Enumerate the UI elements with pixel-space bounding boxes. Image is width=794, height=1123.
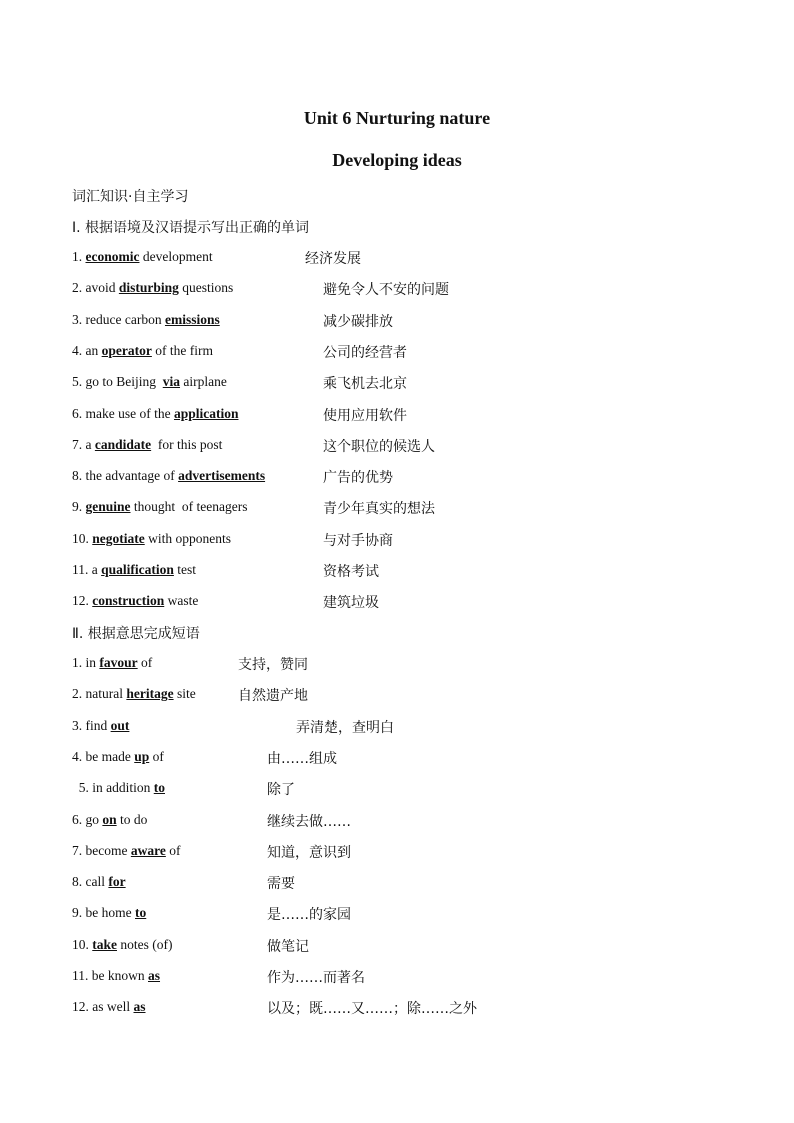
answer-word: economic	[85, 249, 140, 264]
chinese-meaning: 资格考试	[323, 564, 379, 580]
item-suffix: with opponents	[144, 530, 231, 546]
chinese-meaning: 知道，意识到	[267, 844, 351, 861]
part1-item-12	[72, 593, 198, 609]
part1-item-10	[72, 531, 231, 547]
part1-item-9	[72, 499, 247, 515]
page-subtitle: Developing ideas	[332, 150, 462, 170]
part1-heading: Ⅰ. 根据语境及汉语提示写出正确的单词	[72, 220, 310, 236]
answer-word: as	[148, 968, 161, 983]
chinese-meaning: 需要	[267, 876, 295, 893]
part2-item-8	[72, 874, 126, 890]
chinese-meaning: 弄清楚，查明白	[296, 719, 394, 736]
part2-item-6	[72, 812, 147, 828]
section-label: 词汇知识·自主学习	[72, 189, 189, 205]
chinese-meaning: 除了	[267, 782, 295, 799]
item-suffix: notes (of)	[117, 936, 173, 952]
chinese-meaning: 建筑垃圾	[323, 595, 379, 612]
answer-word: negotiate	[92, 530, 145, 546]
part1-item-6	[72, 406, 238, 422]
part1-item-4	[72, 343, 213, 359]
answer-word: advertisements	[178, 468, 266, 484]
part1-item-11	[72, 562, 196, 578]
part1-item-1	[72, 249, 213, 265]
chinese-meaning: 乘飞机去北京	[323, 376, 407, 393]
part2-item-5	[72, 780, 165, 796]
answer-word: candidate	[94, 436, 152, 452]
part2-item-4	[72, 749, 164, 765]
answer-word: qualification	[101, 562, 174, 577]
chinese-meaning: 使用应用软件	[323, 407, 407, 424]
item-suffix: test	[173, 562, 197, 577]
item-suffix: of the firm	[151, 342, 213, 358]
item-prefix: 6. make use of the	[72, 405, 174, 421]
chinese-meaning: 减少碳排放	[323, 313, 393, 330]
part2-item-2	[72, 686, 196, 702]
part1-item-8	[72, 468, 265, 484]
part1-item-3	[72, 312, 220, 328]
part1-item-7	[72, 437, 222, 453]
item-prefix: 11. a	[72, 562, 102, 577]
item-suffix: for this post	[151, 436, 223, 452]
answer-word: on	[102, 811, 117, 827]
chinese-meaning: 经济发展	[305, 251, 361, 267]
item-prefix: 4. be made	[72, 748, 135, 764]
answer-word: as	[133, 999, 146, 1015]
part2-heading: Ⅱ. 根据意思完成短语	[72, 626, 200, 642]
item-suffix: to do	[116, 811, 148, 827]
chinese-meaning: 这个职位的候选人	[323, 438, 435, 455]
item-prefix: 2. avoid	[72, 280, 119, 296]
answer-word: for	[108, 874, 126, 890]
chinese-meaning: 做笔记	[267, 938, 309, 955]
answer-word: to	[153, 780, 165, 796]
item-suffix: waste	[164, 593, 199, 609]
chinese-meaning: 继续去做……	[267, 813, 351, 830]
item-prefix: 1.	[72, 249, 86, 264]
answer-word: construction	[92, 593, 165, 609]
item-suffix: site	[173, 686, 196, 702]
item-suffix: of	[137, 655, 153, 670]
part2-item-3	[72, 718, 129, 734]
answer-word: emissions	[164, 311, 220, 327]
item-prefix: 9. be home	[72, 905, 135, 921]
item-suffix: thought of teenagers	[130, 499, 248, 515]
item-prefix: 8. call	[72, 874, 109, 890]
part2-item-10	[72, 937, 172, 953]
chinese-meaning: 广告的优势	[323, 470, 393, 487]
answer-word: out	[110, 717, 130, 733]
part2-item-9	[72, 905, 146, 921]
item-prefix: 7. a	[72, 436, 95, 452]
item-prefix: 8. the advantage of	[72, 468, 179, 484]
item-prefix: 5. go to Beijing	[72, 374, 163, 390]
part2-item-11	[72, 968, 160, 984]
item-prefix: 9.	[72, 499, 86, 515]
item-prefix: 7. become	[72, 842, 131, 858]
answer-word: take	[92, 936, 117, 952]
answer-word: aware	[130, 842, 166, 858]
item-suffix: of	[149, 748, 164, 764]
item-prefix: 4. an	[72, 342, 102, 358]
item-prefix: 12.	[72, 593, 93, 609]
answer-word: up	[134, 748, 150, 764]
chinese-meaning: 青少年真实的想法	[323, 501, 435, 518]
chinese-meaning: 自然遗产地	[238, 688, 308, 705]
answer-word: to	[135, 905, 147, 921]
part2-item-7	[72, 843, 180, 859]
part1-item-2	[72, 280, 233, 296]
chinese-meaning: 作为……而著名	[267, 970, 365, 986]
answer-word: favour	[99, 655, 138, 670]
item-prefix: 5. in addition	[72, 780, 154, 796]
chinese-meaning: 与对手协商	[323, 532, 393, 549]
item-suffix: airplane	[180, 374, 227, 390]
item-prefix: 3. find	[72, 717, 111, 733]
chinese-meaning: 是……的家园	[267, 907, 351, 924]
item-prefix: 10.	[72, 530, 93, 546]
part1-item-5	[72, 374, 227, 390]
page-title: Unit 6 Nurturing nature	[303, 108, 491, 128]
item-prefix: 10.	[72, 936, 93, 952]
chinese-meaning: 由……组成	[267, 750, 337, 767]
answer-word: via	[162, 374, 181, 390]
answer-word: heritage	[126, 686, 174, 702]
item-prefix: 1. in	[72, 655, 100, 670]
item-prefix: 6. go	[72, 811, 103, 827]
item-suffix: questions	[178, 280, 234, 296]
chinese-meaning: 公司的经营者	[323, 344, 407, 361]
item-prefix: 2. natural	[72, 686, 127, 702]
chinese-meaning: 以及；既……又……；除……之外	[267, 1001, 477, 1018]
item-suffix: development	[139, 249, 213, 264]
chinese-meaning: 避免令人不安的问题	[323, 282, 449, 299]
part2-item-12	[72, 999, 146, 1015]
answer-word: genuine	[85, 499, 131, 515]
answer-word: operator	[101, 342, 152, 358]
answer-word: application	[173, 405, 239, 421]
item-suffix: of	[165, 842, 181, 858]
part2-item-1	[72, 655, 152, 671]
item-prefix: 11. be known	[72, 968, 148, 983]
item-prefix: 3. reduce carbon	[72, 311, 165, 327]
chinese-meaning: 支持，赞同	[238, 657, 308, 673]
answer-word: disturbing	[118, 280, 179, 296]
item-prefix: 12. as well	[72, 999, 134, 1015]
